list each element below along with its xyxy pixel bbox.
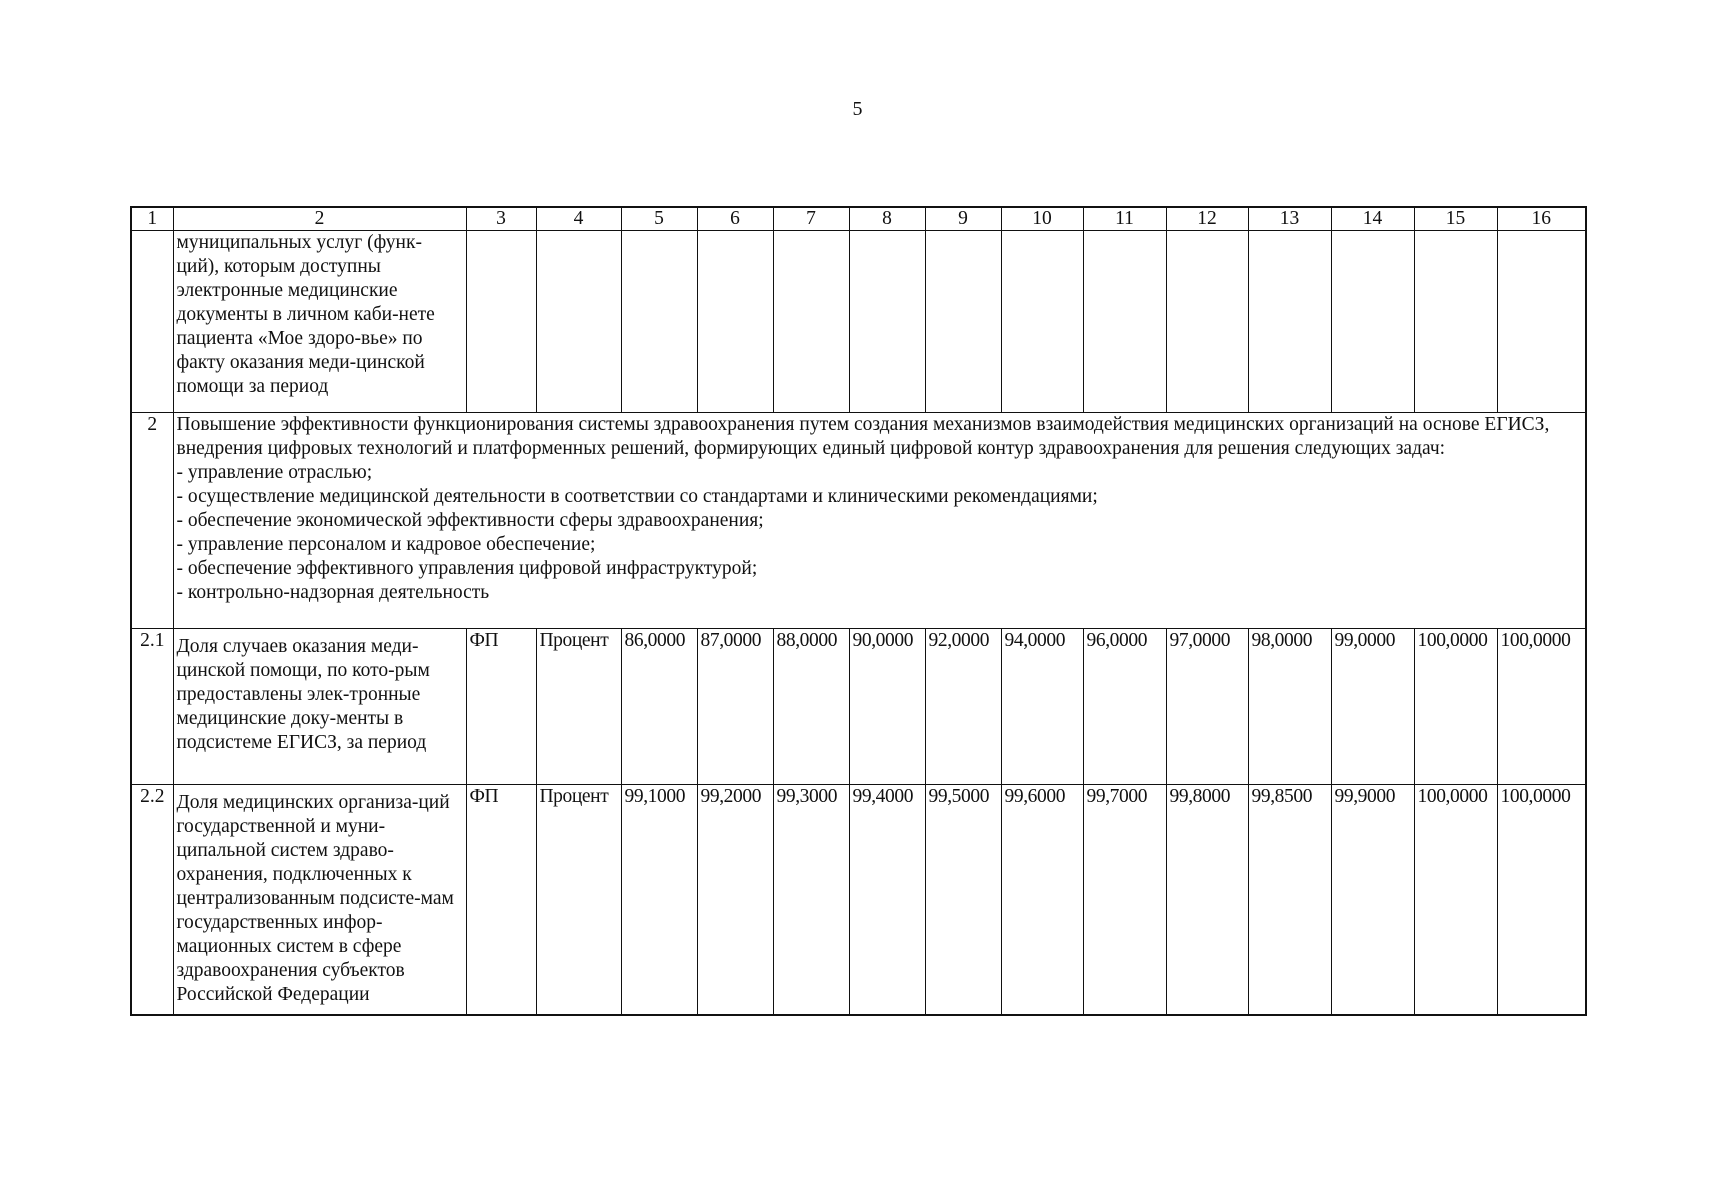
indicator-value: 100,0000 [1414,629,1497,785]
column-number: 6 [697,207,773,231]
indicator-name: Доля случаев оказания меди-цинской помощи, по кото-рым предоставлены элек-тронные медицинские доку-менты в подсистеме ЕГИСЗ, за период [173,629,466,785]
empty-cell [131,231,173,413]
indicator-value: 99,6000 [1001,785,1083,1015]
empty-cell [1331,231,1414,413]
column-number: 8 [849,207,925,231]
indicator-value: 99,8000 [1166,785,1248,1015]
indicator-value: 100,0000 [1414,785,1497,1015]
indicator-value: 86,0000 [621,629,697,785]
column-number: 7 [773,207,849,231]
empty-cell [536,231,621,413]
column-number: 11 [1083,207,1166,231]
indicator-value: 99,2000 [697,785,773,1015]
empty-cell [1414,231,1497,413]
indicator-value: 99,7000 [1083,785,1166,1015]
column-number: 3 [466,207,536,231]
section-description [173,413,1586,629]
column-number: 13 [1248,207,1331,231]
indicator-name: Доля медицинских организа-ций государственной и муни-ципальной систем здраво-охранения, подключенных к централизованным подсисте-мам государственных инфор-мационных систем в сфере здравоохранения субъектов Российской Федерации [173,785,466,1015]
column-number: 15 [1414,207,1497,231]
empty-cell [1083,231,1166,413]
indicator-value: 100,0000 [1497,629,1586,785]
section-heading: Повышение эффективности функционирования системы здравоохранения путем создания механизмов взаимодействия медицинских организаций на основе ЕГИСЗ, внедрения цифровых технологий и платформенных решений, формирующих единый цифровой контур здравоохранения для решения следующих задач: [176,414,1550,459]
empty-cell [1497,231,1586,413]
indicator-row [131,785,1586,1015]
indicator-value: 96,0000 [1083,629,1166,785]
indicator-value: 99,3000 [773,785,849,1015]
indicator-value: 99,1000 [621,785,697,1015]
column-number: 5 [621,207,697,231]
column-number: 14 [1331,207,1414,231]
continuation-row [131,231,1586,413]
empty-cell [1001,231,1083,413]
empty-cell [1166,231,1248,413]
section-task: - управление отраслью; [176,462,373,483]
empty-cell [1248,231,1331,413]
indicator-value: 97,0000 [1166,629,1248,785]
indicator-value: 99,8500 [1248,785,1331,1015]
column-number-row [131,207,1586,231]
indicator-number: 2.1 [131,629,173,785]
column-number: 1 [131,207,173,231]
indicator-value: 90,0000 [849,629,925,785]
indicator-value: 94,0000 [1001,629,1083,785]
section-task: - осуществление медицинской деятельности в соответствии со стандартами и клиническими рекомендациями; [176,486,1098,507]
indicator-value: 100,0000 [1497,785,1586,1015]
indicator-value: 99,9000 [1331,785,1414,1015]
indicator-value: 99,0000 [1331,629,1414,785]
empty-cell [466,231,536,413]
indicator-name-continued: муниципальных услуг (функ-ций), которым доступны электронные медицинские документы в личном каби-нете пациента «Мое здоро-вье» по факту оказания меди-цинской помощи за период [173,231,466,413]
section-row [131,413,1586,629]
column-number: 10 [1001,207,1083,231]
indicator-number: 2.2 [131,785,173,1015]
indicator-row [131,629,1586,785]
indicator-value: 92,0000 [925,629,1001,785]
page-number: 5 [852,98,863,120]
section-task: - обеспечение эффективного управления цифровой инфраструктурой; [176,558,758,579]
indicator-value: 99,4000 [849,785,925,1015]
empty-cell [925,231,1001,413]
indicator-value: 88,0000 [773,629,849,785]
empty-cell [697,231,773,413]
empty-cell [773,231,849,413]
column-number: 9 [925,207,1001,231]
column-number: 2 [173,207,466,231]
column-number: 12 [1166,207,1248,231]
indicators-table [130,206,1587,1016]
indicator-value: 98,0000 [1248,629,1331,785]
section-number: 2 [131,413,173,629]
empty-cell [849,231,925,413]
section-task: - контрольно-надзорная деятельность [176,582,490,603]
indicator-unit: Процент [536,629,621,785]
column-number: 4 [536,207,621,231]
indicator-type: ФП [466,785,536,1015]
section-task: - управление персоналом и кадровое обеспечение; [176,534,596,555]
indicator-unit: Процент [536,785,621,1015]
indicator-type: ФП [466,629,536,785]
indicator-value: 99,5000 [925,785,1001,1015]
indicator-value: 87,0000 [697,629,773,785]
column-number: 16 [1497,207,1586,231]
empty-cell [621,231,697,413]
section-task: - обеспечение экономической эффективности сферы здравоохранения; [176,510,764,531]
